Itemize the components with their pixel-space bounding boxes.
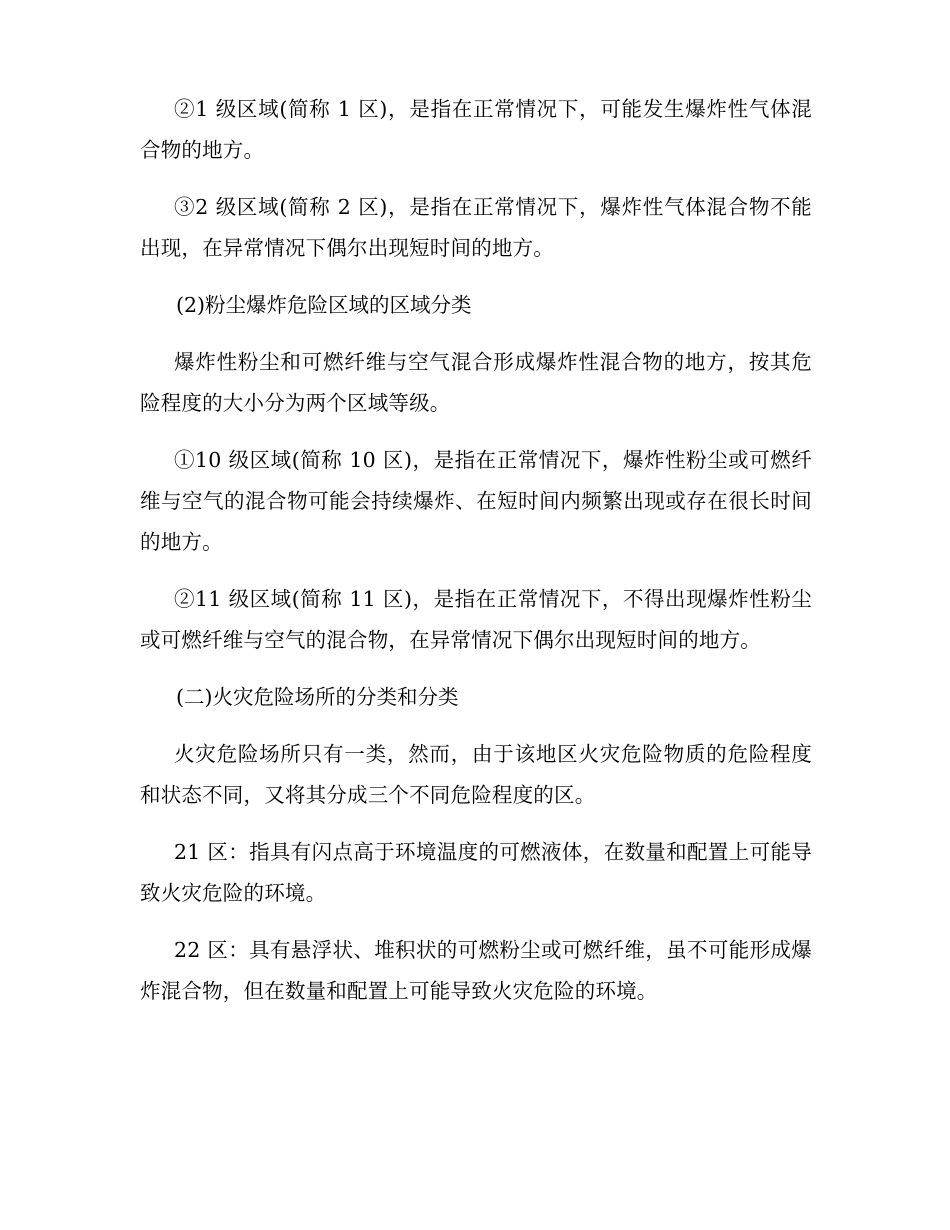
- paragraph-gap: [140, 914, 812, 930]
- paragraph-zone-21: 21 区：指具有闪点高于环境温度的可燃液体，在数量和配置上可能导致火灾危险的环境。: [140, 840, 812, 905]
- section-heading-dust-zones: (2)粉尘爆炸危险区域的区域分类: [176, 293, 472, 317]
- paragraph-gap: [140, 171, 812, 187]
- paragraph-gap: [140, 718, 812, 734]
- paragraph-zone-1: ②1 级区域(简称 1 区)，是指在正常情况下，可能发生爆炸性气体混合物的地方。: [140, 97, 812, 162]
- paragraph-gap: [140, 326, 812, 342]
- paragraph-dust-intro: 爆炸性粉尘和可燃纤维与空气混合形成爆炸性混合物的地方，按其危险程度的大小分为两个区域等级。: [140, 350, 812, 415]
- section-heading-fire-hazard: (二)火灾危险场所的分类和分类: [176, 685, 459, 709]
- paragraph-gap: [140, 563, 812, 579]
- paragraph-gap: [140, 424, 812, 440]
- document-body: [140, 89, 812, 1012]
- paragraph-fire-intro: 火灾危险场所只有一类，然而，由于该地区火灾危险物质的危险程度和状态不同，又将其分成三个不同危险程度的区。: [140, 742, 812, 807]
- paragraph-gap: [140, 661, 812, 677]
- paragraph-zone-2: ③2 级区域(简称 2 区)，是指在正常情况下，爆炸性气体混合物不能出现，在异常情况下偶尔出现短时间的地方。: [140, 195, 812, 260]
- paragraph-zone-10: ①10 级区域(简称 10 区)，是指在正常情况下，爆炸性粉尘或可燃纤维与空气的混合物可能会持续爆炸、在短时间内频繁出现或存在很长时间的地方。: [140, 448, 812, 554]
- paragraph-gap: [140, 269, 812, 285]
- paragraph-zone-11: ②11 级区域(简称 11 区)，是指在正常情况下，不得出现爆炸性粉尘或可燃纤维与空气的混合物，在异常情况下偶尔出现短时间的地方。: [140, 587, 812, 652]
- paragraph-gap: [140, 816, 812, 832]
- paragraph-zone-22: 22 区：具有悬浮状、堆积状的可燃粉尘或可燃纤维，虽不可能形成爆炸混合物，但在数量和配置上可能导致火灾危险的环境。: [140, 938, 812, 1003]
